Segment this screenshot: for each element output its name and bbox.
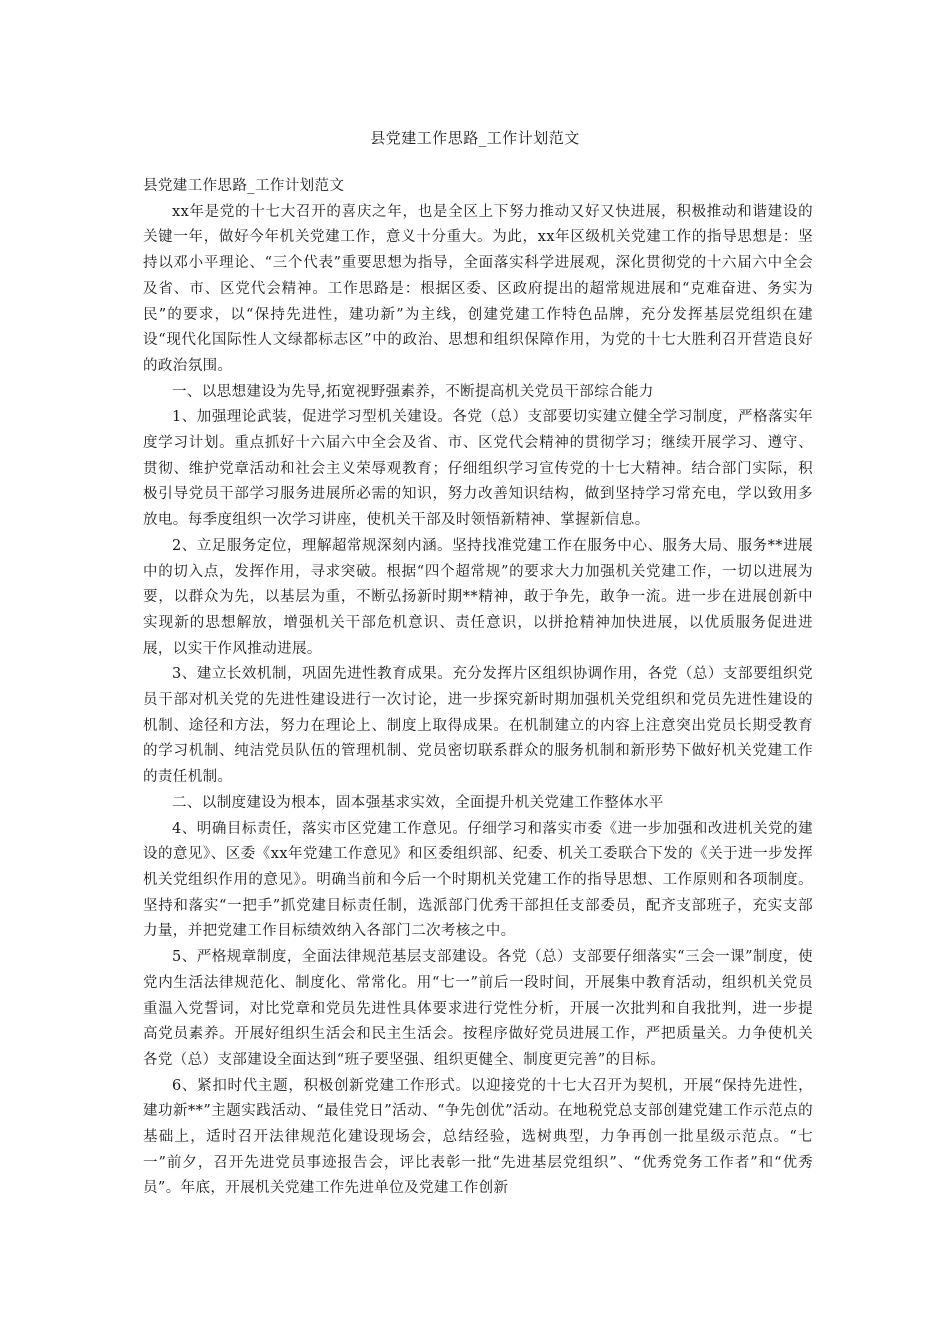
section-heading-2: 二、以制度建设为根本，固本强基求实效，全面提升机关党建工作整体水平: [172, 794, 664, 811]
document-body: [143, 174, 813, 1202]
paragraph-item-6: 6、紧扣时代主题，积极创新党建工作形式。以迎接党的十七大召开为契机，开展“保持先进性，建功新**”主题实践活动、“最佳党日”活动、“争先创优”活动。在地税党总支部创建党建工作示范点的基础上，适时召开法律规范化建设现场会，总结经验，选树典型，力争再创一批星级示范点。“七一”前夕，召开先进党员事迹报告会，评比表彰一批“先进基层党组织”、“优秀党务工作者”和“优秀员”。年底，开展机关党建工作先进单位及党建工作创新: [143, 1077, 813, 1197]
paragraph-item-2: 2、立足服务定位，理解超常规深刻内涵。坚持找准党建工作在服务中心、服务大局、服务**进展中的切入点，发挥作用，寻求突破。根据“四个超常规”的要求大力加强机关党建工作，一切以进展为要，以群众为先，以基层为重，不断弘扬新时期**精神，敢于争先，敢争一流。进一步在进展创新中实现新的思想解放，增强机关干部危机意识、责任意识，以拼抢精神加快进展，以优质服务促进进展，以实干作风推动进展。: [143, 537, 813, 657]
paragraph-item-5: 5、严格规章制度，全面法律规范基层支部建设。各党（总）支部要仔细落实“三会一课”制度，使党内生活法律规范化、制度化、常常化。用“七一”前后一段时间，开展集中教育活动，组织机关党员重温入党誓词，对比党章和党员先进性具体要求进行党性分析，开展一次批判和自我批判，进一步提高党员素养。开展好组织生活会和民主生活会。按程序做好党员进展工作，严把质量关。力争使机关各党（总）支部建设全面达到“班子要坚强、组织更健全、制度更完善”的目标。: [143, 949, 813, 1068]
document-title: 县党建工作思路_工作计划范文: [370, 129, 580, 147]
paragraph-item-4: 4、明确目标责任，落实市区党建工作意见。仔细学习和落实市委《进一步加强和改进机关党的建设的意见》、区委《xx年党建工作意见》和区委组织部、纪委、机关工委联合下发的《关于进一步发挥机关党组织作用的意见》。明确当前和今后一个时期机关党建工作的指导思想、工作原则和各项制度。坚持和落实“一把手”抓党建目标责任制，选派部门优秀干部担任支部委员，配齐支部班子，充实支部力量，并把党建工作目标绩效纳入各部门二次考核之中。: [143, 820, 813, 940]
document-subtitle: 县党建工作思路_工作计划范文: [143, 178, 345, 194]
paragraph-item-1: 1、加强理论武装，促进学习型机关建设。各党（总）支部要切实建立健全学习制度，严格落实年度学习计划。重点抓好十六届六中全会及省、市、区党代会精神的贯彻学习；继续开展学习、遵守、贯彻、维护党章活动和社会主义荣辱观教育；仔细组织学习宣传党的十七大精神。结合部门实际，积极引导党员干部学习服务进展所必需的知识，努力改善知识结构，做到坚持学习常充电，学以致用多放电。每季度组织一次学习讲座，使机关干部及时领悟新精神、掌握新信息。: [143, 409, 813, 529]
paragraph-item-3: 3、建立长效机制，巩固先进性教育成果。充分发挥片区组织协调作用，各党（总）支部要组织党员干部对机关党的先进性建设进行一次讨论，进一步探究新时期加强机关党组织和党员先进性建设的机制、途径和方法，努力在理论上、制度上取得成果。在机制建立的内容上注意突出党员长期受教育的学习机制、纯洁党员队伍的管理机制、党员密切联系群众的服务机制和新形势下做好机关党建工作的责任机制。: [143, 666, 813, 786]
paragraph-intro: xx年是党的十七大召开的喜庆之年，也是全区上下努力推动又好又快进展，积极推动和谐建设的关键一年，做好今年机关党建工作，意义十分重大。为此，xx年区级机关党建工作的指导思想是：坚持以邓小平理论、“三个代表”重要思想为指导，全面落实科学进展观，深化贯彻党的十六届六中全会及省、市、区党代会精神。工作思路是：根据区委、区政府提出的超常规进展和“克难奋进、务实为民”的要求，以“保持先进性，建功新”为主线，创建党建工作特色品牌，充分发挥基层党组织在建设“现代化国际性人文绿都标志区”中的政治、思想和组织保障作用，为党的十七大胜利召开营造良好的政治氛围。: [143, 203, 813, 374]
section-heading-1: 一、以思想建设为先导,拓宽视野强素养，不断提高机关党员干部综合能力: [172, 383, 654, 400]
